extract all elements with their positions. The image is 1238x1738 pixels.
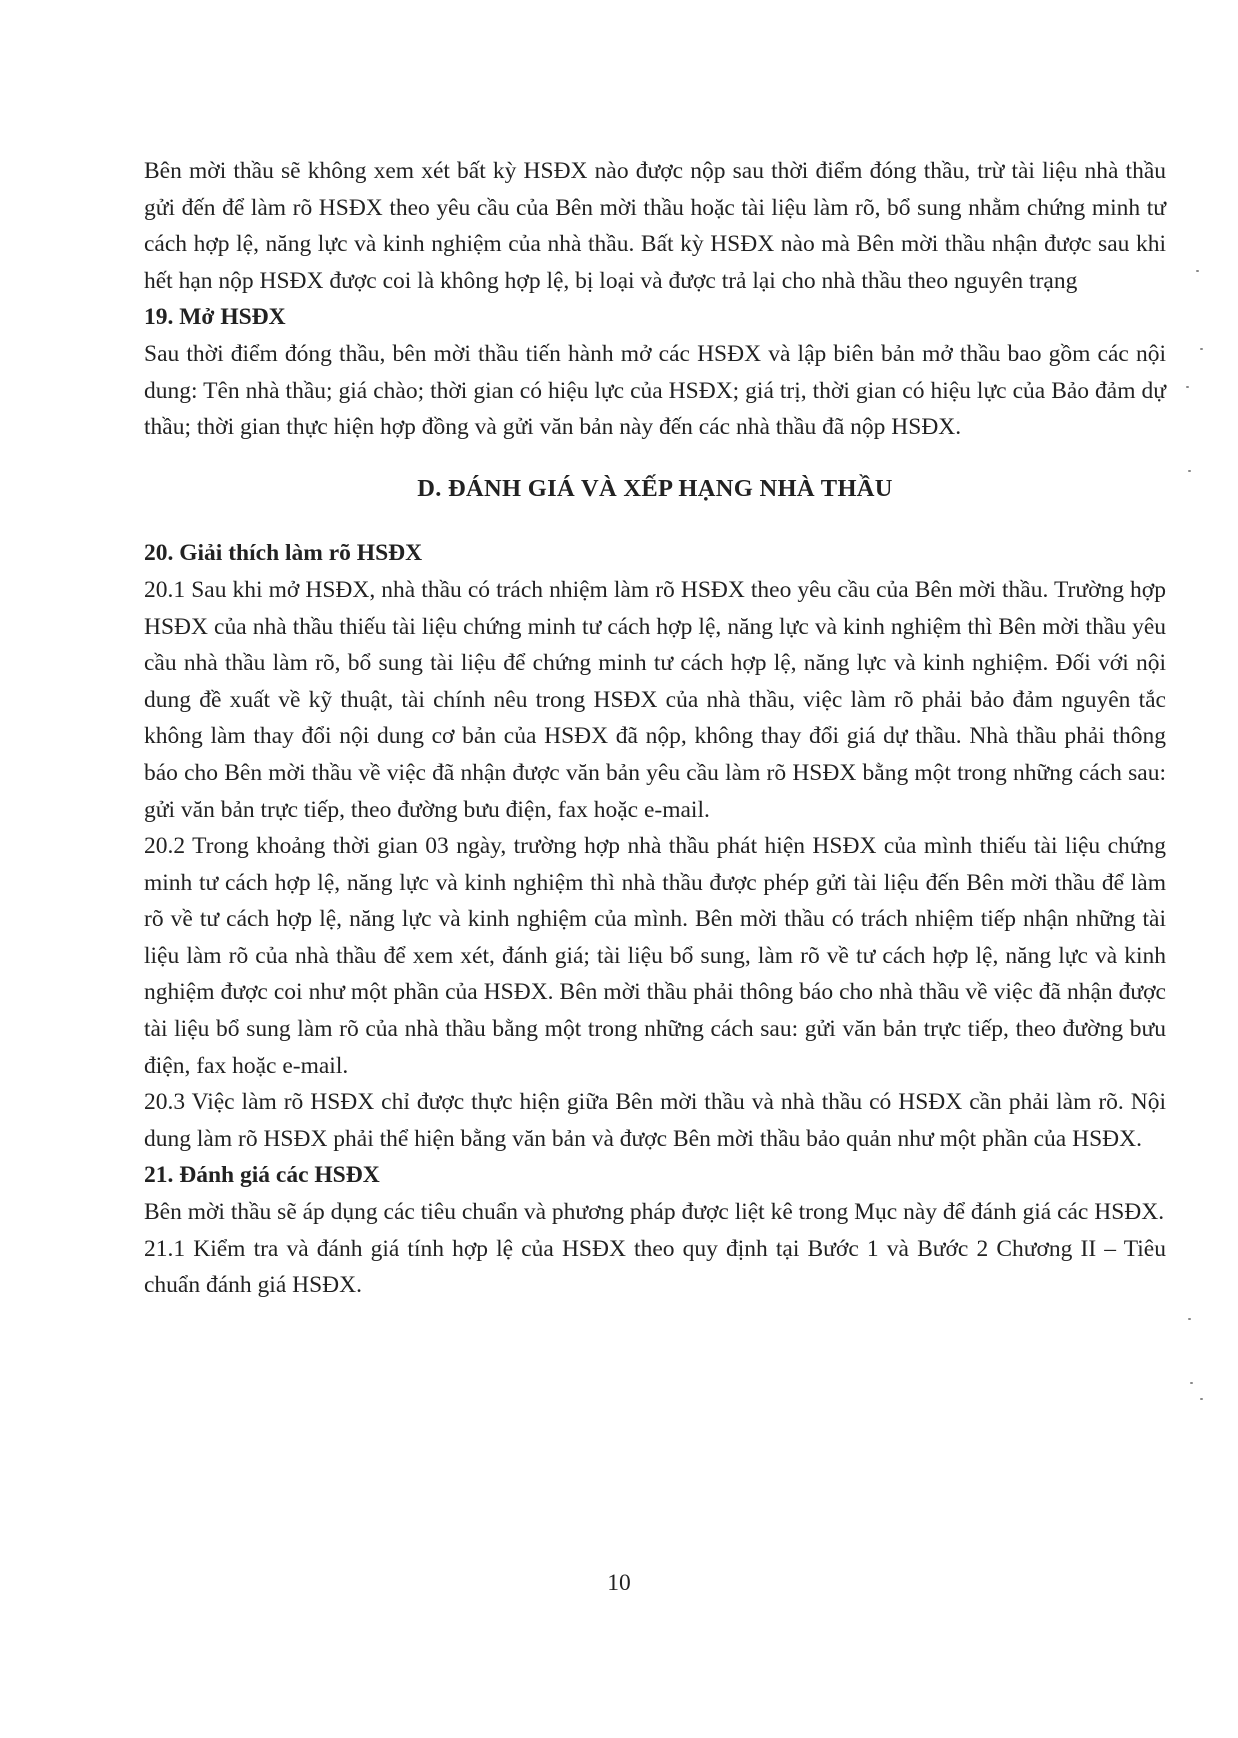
paragraph-21-intro: Bên mời thầu sẽ áp dụng các tiêu chuẩn và phương pháp được liệt kê trong Mục này để đánh giá các HSĐX. xyxy=(144,1199,1165,1226)
paragraph-20-2: 20.2 Trong khoảng thời gian 03 ngày, trường hợp nhà thầu phát hiện HSĐX của mình thiếu tài liệu chứng minh tư cách hợp lệ, năng lực và kinh nghiệm thì nhà thầu được phép gửi tài liệu đến Bên mời thầu để làm rõ về tư cách hợp lệ, năng lực và kinh nghiệm của mình. Bên mời thầu có trách nhiệm tiếp nhận những tài liệu làm rõ của nhà thầu để xem xét, đánh giá; tài liệu bổ sung, làm rõ về tư cách hợp lệ, năng lực và kinh nghiệm được coi như một phần của HSĐX. Bên mời thầu phải thông báo cho nhà thầu về việc đã nhận được tài liệu bổ sung làm rõ của nhà thầu bằng một trong những cách sau: gửi văn bản trực tiếp, theo đường bưu điện, fax hoặc e-mail. xyxy=(144,833,1166,1079)
paragraph-20-1: 20.1 Sau khi mở HSĐX, nhà thầu có trách nhiệm làm rõ HSĐX theo yêu cầu của Bên mời thầu. Trường hợp HSĐX của nhà thầu thiếu tài liệu chứng minh tư cách hợp lệ, năng lực và kinh nghiệm thì Bên mời thầu yêu cầu nhà thầu làm rõ, bổ sung tài liệu để chứng minh tư cách hợp lệ, năng lực và kinh nghiệm. Đối với nội dung đề xuất về kỹ thuật, tài chính nêu trong HSĐX của nhà thầu, việc làm rõ phải bảo đảm nguyên tắc không làm thay đổi nội dung cơ bản của HSĐX đã nộp, không thay đổi giá dự thầu. Nhà thầu phải thông báo cho Bên mời thầu về việc đã nhận được văn bản yêu cầu làm rõ HSĐX bằng một trong những cách sau: gửi văn bản trực tiếp, theo đường bưu điện, fax hoặc e-mail. xyxy=(144,576,1166,823)
scan-speck xyxy=(1190,1382,1193,1384)
document-body xyxy=(144,153,1166,1304)
scan-speck xyxy=(1186,386,1189,388)
scan-speck xyxy=(1188,470,1191,472)
heading-21-evaluation: 21. Đánh giá các HSĐX xyxy=(144,1162,380,1189)
scan-speck xyxy=(1188,1318,1191,1320)
paragraph-19-opening: Sau thời điểm đóng thầu, bên mời thầu tiến hành mở các HSĐX và lập biên bản mở thầu bao gồm các nội dung: Tên nhà thầu; giá chào; thời gian có hiệu lực của HSĐX; giá trị, thời gian có hiệu lực của Bảo đảm dự thầu; thời gian thực hiện hợp đồng và gửi văn bản này đến các nhà thầu đã nộp HSĐX. xyxy=(144,340,1166,441)
paragraph-20-3: 20.3 Việc làm rõ HSĐX chỉ được thực hiện giữa Bên mời thầu và nhà thầu có HSĐX cần phải làm rõ. Nội dung làm rõ HSĐX phải thể hiện bằng văn bản và được Bên mời thầu bảo quản như một phần của HSĐX. xyxy=(144,1089,1166,1152)
scan-speck xyxy=(1200,348,1203,350)
section-title-d: D. ĐÁNH GIÁ VÀ XẾP HẠNG NHÀ THẦU xyxy=(417,474,893,502)
paragraph-21-1: 21.1 Kiểm tra và đánh giá tính hợp lệ của HSĐX theo quy định tại Bước 1 và Bước 2 Chương II – Tiêu chuẩn đánh giá HSĐX. xyxy=(144,1235,1166,1299)
page-number: 10 xyxy=(607,1570,631,1596)
heading-19-open-proposals: 19. Mở HSĐX xyxy=(144,304,286,331)
scan-speck xyxy=(1196,270,1199,272)
paragraph-late-submission: Bên mời thầu sẽ không xem xét bất kỳ HSĐX nào được nộp sau thời điểm đóng thầu, trừ tài liệu nhà thầu gửi đến để làm rõ HSĐX theo yêu cầu của Bên mời thầu hoặc tài liệu làm rõ, bổ sung nhằm chứng minh tư cách hợp lệ, năng lực và kinh nghiệm của nhà thầu. Bất kỳ HSĐX nào mà Bên mời thầu nhận được sau khi hết hạn nộp HSĐX được coi là không hợp lệ, bị loại và được trả lại cho nhà thầu theo nguyên trạng xyxy=(144,158,1166,294)
heading-20-clarification: 20. Giải thích làm rõ HSĐX xyxy=(144,540,423,567)
scan-speck xyxy=(1200,1398,1203,1400)
